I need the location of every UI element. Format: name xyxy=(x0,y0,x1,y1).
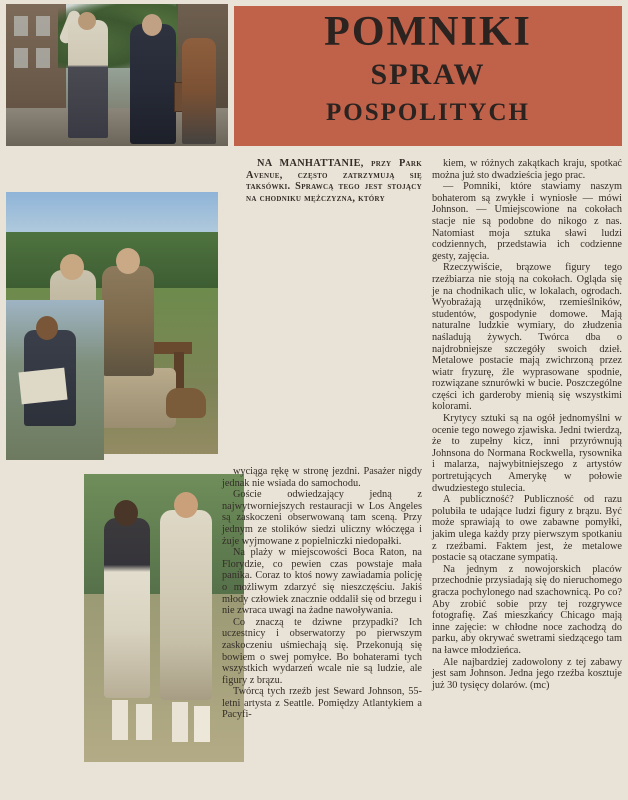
article-paragraph: Co znaczą te dziwne przypadki? Ich uczestnicy i obserwatorzy po pierwszym zaskoczeniu uśmiechają się. Przekonują się bowiem o swej pomyłce. Bo bohaterami tych wszystkich wydarzeń wcale nie są ludzie, ale figury z brązu. xyxy=(222,616,422,686)
player-figure-left xyxy=(104,518,150,698)
seated-figure-right xyxy=(102,266,154,376)
article-column-1 xyxy=(246,158,422,204)
article-paragraph: Ale najbardziej zadowolony z tej zabawy jest sam Johnson. Jedna jego rzeźba kosztuje już 30 tysięcy dolarów. (mc) xyxy=(432,656,622,691)
article-paragraph: Goście odwiedzający jedną z najwytworniejszych restauracji w Los Angeles są zaskoczeni obserwowaną tam sceną. Przy jednym ze stolików siedzi uliczny włóczęga i żuje wyjmowane z popielniczki niedopałki. xyxy=(222,489,422,547)
article-paragraph: kiem, w różnych zakątkach kraju, spotkać można już sto dwadzieścia jego prac. xyxy=(432,158,622,181)
article-column-2 xyxy=(432,158,622,691)
sock xyxy=(112,700,128,740)
reading-man-statue-photo xyxy=(6,300,104,460)
businessman-figure xyxy=(130,24,176,144)
headline-block xyxy=(234,6,622,146)
coat-figure xyxy=(182,38,216,144)
sock xyxy=(194,706,210,742)
article-paragraph: Rzeczywiście, brązowe figury tego rzeźbiarza nie stoją na cokołach. Ogląda się je na chodnikach ulic, w lokalach, ogrodach. Wyobrażają urzędników, rzemieślników, studentów, gospodynie domowe. Mają naturalne ludzkie wymiary, do złudzenia naśladują żywych. Twórca dba o najdrobniejsze szczegóły swoich dzieł. Metalowe postacie mają zwichrzoną przez wiatr fryzurę, źle wyprasowane spodnie, rozwiązane sznurówki w bucie. Poszczególne części ich garderoby mienią się wszystkimi kolorami. xyxy=(432,262,622,413)
player-head-left xyxy=(114,500,138,526)
article-column-3 xyxy=(222,466,422,721)
top-band xyxy=(0,0,628,150)
headline-line-1: POMNIKI xyxy=(324,9,532,55)
street-statue-photo xyxy=(6,4,228,146)
window xyxy=(36,16,50,36)
article-paragraph: Na plaży w miejscowości Boca Raton, na Florydzie, co pewien czas powstaje mała panika. Coraz to ktoś nowy zawiadamia policję o możliwym zdarzyć się nieszczęściu. Jakiś młody człowiek znacznie oddalił się od brzegu i nie zwraca uwagi na żadne nawoływania. xyxy=(222,547,422,617)
player-head-right xyxy=(174,492,198,518)
player-figure-right xyxy=(160,510,212,700)
businessman-head xyxy=(142,14,162,36)
dog xyxy=(166,388,206,418)
article-paragraph: A publiczność? Publiczność od razu polubiła te udające ludzi figury z brązu. Być może sprawiają to owe zabawne pomyłki, jakim ulega każdy przy pierwszym spotkaniu z rzeźbami. Faktem jest, że metalowe postacie są otaczane sympatią. xyxy=(432,494,622,564)
article-paragraph: Na jednym z nowojorskich placów przechodnie przysiadają się do nieruchomego gracza pochylonego nad szachownicą. Po co? Aby zrobić sobie przy tej rozgrywce fotografię. Zaś mieszkańcy Chicago mają inne zajęcie: w chłodne noce zachodzą do parku, aby okrywać swetrami siedzącego tam na ławce młodzieńca. xyxy=(432,563,622,656)
statue-head xyxy=(78,12,96,30)
article-paragraph: Krytycy sztuki są na ogół jednomyślni w ocenie tego nowego zjawiska. Jedni twierdzą, że to zupełny kicz, inni przyrównują Johnsona do Normana Rockwella, rysownika i malarza, najwybitniejszego z artystów portretujących Amerykę w połowie dwudziestego stulecia. xyxy=(432,413,622,494)
article-paragraph: — Pomniki, które stawiamy naszym bohaterom są zwykłe i wyniosłe — mówi Johnson. — Umiejscowione na cokołach stacje nie są podobne do nikogo z nas. Natomiast moja sztuka sławi ludzi codziennych, przedstawia ich codzienne gesty, zajęcia. xyxy=(432,181,622,262)
seated-head-left xyxy=(60,254,84,280)
seated-head-right xyxy=(116,248,140,274)
window xyxy=(14,16,28,36)
headline-line-3: POSPOLITYCH xyxy=(326,99,530,126)
article-paragraph: Twórcą tych rzeźb jest Seward Johnson, 55-letni artysta z Seattle. Pomiędzy Atlantykiem a Pacyfi- xyxy=(222,686,422,721)
statue-figure xyxy=(68,20,108,138)
sock xyxy=(172,702,188,742)
window xyxy=(36,48,50,68)
headline-line-2: SPRAW xyxy=(370,58,486,91)
article-paragraph: wyciąga rękę w stronę jezdni. Pasażer nigdy jednak nie wsiada do samochodu. xyxy=(222,466,422,489)
newspaper xyxy=(18,368,67,405)
tennis-players-statue-photo xyxy=(84,474,244,762)
reading-head xyxy=(36,316,58,340)
sock xyxy=(136,704,152,740)
window xyxy=(14,48,28,68)
article-paragraph: NA MANHATTANIE, przy Park Avenue, często zatrzymują się taksówki. Sprawcą tego jest stojący na chodniku mężczyzna, który xyxy=(246,158,422,204)
